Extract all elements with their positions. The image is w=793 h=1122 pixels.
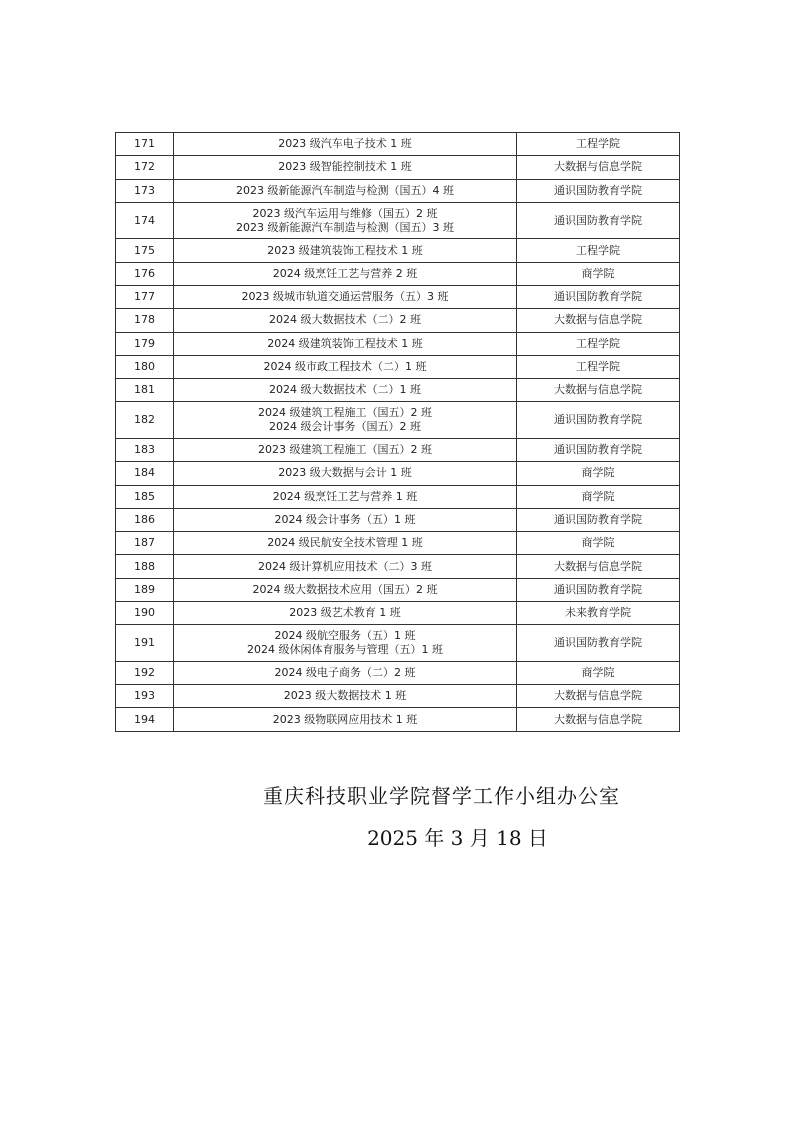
row-number: 175 <box>116 239 174 262</box>
class-name-cell <box>174 309 517 332</box>
class-name-cell <box>174 625 517 662</box>
table-row <box>116 239 680 262</box>
class-name: 2023 级建筑装饰工程技术 1 班 <box>267 243 423 257</box>
table-row <box>116 202 680 239</box>
class-name: 2024 级大数据技术应用（国五）2 班 <box>252 582 438 596</box>
class-name: 2024 级会计事务（五）1 班 <box>274 513 416 526</box>
table-row <box>116 179 680 202</box>
class-name-cell <box>174 239 517 262</box>
row-number: 180 <box>116 355 174 378</box>
table-row <box>116 708 680 731</box>
class-name-cell <box>174 179 517 202</box>
college-name: 商学院 <box>517 532 680 555</box>
row-number: 177 <box>116 285 174 308</box>
class-name-cell <box>174 602 517 625</box>
college-name: 大数据与信息学院 <box>517 156 680 179</box>
row-number: 183 <box>116 438 174 461</box>
row-number: 181 <box>116 379 174 402</box>
class-name: 2024 级烹饪工艺与营养 1 班 <box>272 489 418 503</box>
college-name: 通识国防教育学院 <box>517 202 680 239</box>
row-number: 192 <box>116 661 174 684</box>
row-number: 191 <box>116 625 174 662</box>
row-number: 185 <box>116 485 174 508</box>
class-name-cell <box>174 133 517 156</box>
college-name: 商学院 <box>517 485 680 508</box>
issuing-office: 重庆科技职业学院督学工作小组办公室 <box>263 784 620 808</box>
class-name-cell <box>174 262 517 285</box>
college-name: 大数据与信息学院 <box>517 379 680 402</box>
table-row <box>116 532 680 555</box>
class-name: 2024 级市政工程技术（二）1 班 <box>263 360 427 374</box>
class-name: 2023 级新能源汽车制造与检测（国五）3 班 <box>236 220 454 234</box>
table-row <box>116 462 680 485</box>
class-name-cell <box>174 438 517 461</box>
row-number: 193 <box>116 685 174 708</box>
row-number: 173 <box>116 179 174 202</box>
table-row <box>116 402 680 439</box>
class-name-cell <box>174 685 517 708</box>
college-name: 工程学院 <box>517 239 680 262</box>
table-row <box>116 555 680 578</box>
table-row <box>116 355 680 378</box>
class-name-cell <box>174 355 517 378</box>
college-name: 通识国防教育学院 <box>517 508 680 531</box>
row-number: 174 <box>116 202 174 239</box>
row-number: 178 <box>116 309 174 332</box>
row-number: 184 <box>116 462 174 485</box>
table-row <box>116 156 680 179</box>
class-name: 2024 级计算机应用技术（二）3 班 <box>258 559 432 573</box>
class-name-cell <box>174 332 517 355</box>
college-name: 通识国防教育学院 <box>517 625 680 662</box>
class-name: 2024 级休闲体育服务与管理（五）1 班 <box>247 643 443 657</box>
table-row <box>116 262 680 285</box>
row-number: 187 <box>116 532 174 555</box>
table-row <box>116 309 680 332</box>
class-name: 2023 级大数据与会计 1 班 <box>278 466 412 480</box>
roster-body <box>116 133 680 732</box>
row-number: 189 <box>116 578 174 601</box>
class-name-cell <box>174 402 517 439</box>
table-row <box>116 285 680 308</box>
class-name-cell <box>174 379 517 402</box>
class-name: 2024 级电子商务（二）2 班 <box>274 665 416 679</box>
row-number: 182 <box>116 402 174 439</box>
table-row <box>116 602 680 625</box>
class-name: 2024 级大数据技术（二）2 班 <box>269 313 421 327</box>
class-name-cell <box>174 485 517 508</box>
class-name: 2023 级智能控制技术 1 班 <box>278 160 412 174</box>
class-name: 2024 级会计事务（国五）2 班 <box>269 420 421 434</box>
row-number: 190 <box>116 602 174 625</box>
college-name: 商学院 <box>517 262 680 285</box>
class-name: 2024 级大数据技术（二）1 班 <box>269 383 421 397</box>
class-name: 2023 级汽车运用与维修（国五）2 班 <box>252 206 438 220</box>
table-row <box>116 438 680 461</box>
table-row <box>116 133 680 156</box>
issue-date: 2025 年 3 月 18 日 <box>367 826 548 850</box>
college-name: 通识国防教育学院 <box>517 179 680 202</box>
class-name: 2023 级新能源汽车制造与检测（国五）4 班 <box>236 183 454 197</box>
class-name: 2023 级城市轨道交通运营服务（五）3 班 <box>241 290 449 304</box>
class-name: 2023 级建筑工程施工（国五）2 班 <box>258 443 432 457</box>
class-name-cell <box>174 156 517 179</box>
class-name: 2023 级艺术教育 1 班 <box>289 606 401 620</box>
table-row <box>116 685 680 708</box>
class-name: 2023 级物联网应用技术 1 班 <box>272 712 418 726</box>
college-name: 大数据与信息学院 <box>517 555 680 578</box>
college-name: 通识国防教育学院 <box>517 578 680 601</box>
table-row <box>116 379 680 402</box>
class-name: 2024 级航空服务（五）1 班 <box>274 629 416 643</box>
row-number: 186 <box>116 508 174 531</box>
class-name: 2024 级烹饪工艺与营养 2 班 <box>272 266 418 280</box>
class-name-cell <box>174 202 517 239</box>
row-number: 172 <box>116 156 174 179</box>
college-name: 通识国防教育学院 <box>517 438 680 461</box>
college-name: 商学院 <box>517 462 680 485</box>
class-name: 2024 级建筑装饰工程技术 1 班 <box>267 336 423 350</box>
class-name: 2024 级民航安全技术管理 1 班 <box>267 536 423 550</box>
table-row <box>116 508 680 531</box>
college-name: 未来教育学院 <box>517 602 680 625</box>
class-name-cell <box>174 462 517 485</box>
row-number: 188 <box>116 555 174 578</box>
college-name: 工程学院 <box>517 133 680 156</box>
college-name: 大数据与信息学院 <box>517 685 680 708</box>
table-row <box>116 578 680 601</box>
row-number: 194 <box>116 708 174 731</box>
college-name: 商学院 <box>517 661 680 684</box>
class-name-cell <box>174 285 517 308</box>
table-row <box>116 332 680 355</box>
college-name: 工程学院 <box>517 355 680 378</box>
class-name-cell <box>174 708 517 731</box>
table-row <box>116 661 680 684</box>
row-number: 176 <box>116 262 174 285</box>
table-row <box>116 625 680 662</box>
college-name: 工程学院 <box>517 332 680 355</box>
college-name: 大数据与信息学院 <box>517 309 680 332</box>
class-name-cell <box>174 578 517 601</box>
class-name: 2023 级汽车电子技术 1 班 <box>278 137 412 151</box>
class-name: 2024 级建筑工程施工（国五）2 班 <box>258 406 432 420</box>
class-name: 2023 级大数据技术 1 班 <box>283 689 407 703</box>
class-roster-table <box>115 132 680 732</box>
class-name-cell <box>174 661 517 684</box>
row-number: 179 <box>116 332 174 355</box>
row-number: 171 <box>116 133 174 156</box>
table-row <box>116 485 680 508</box>
class-name-cell <box>174 532 517 555</box>
class-name-cell <box>174 508 517 531</box>
college-name: 通识国防教育学院 <box>517 285 680 308</box>
class-name-cell <box>174 555 517 578</box>
college-name: 大数据与信息学院 <box>517 708 680 731</box>
college-name: 通识国防教育学院 <box>517 402 680 439</box>
